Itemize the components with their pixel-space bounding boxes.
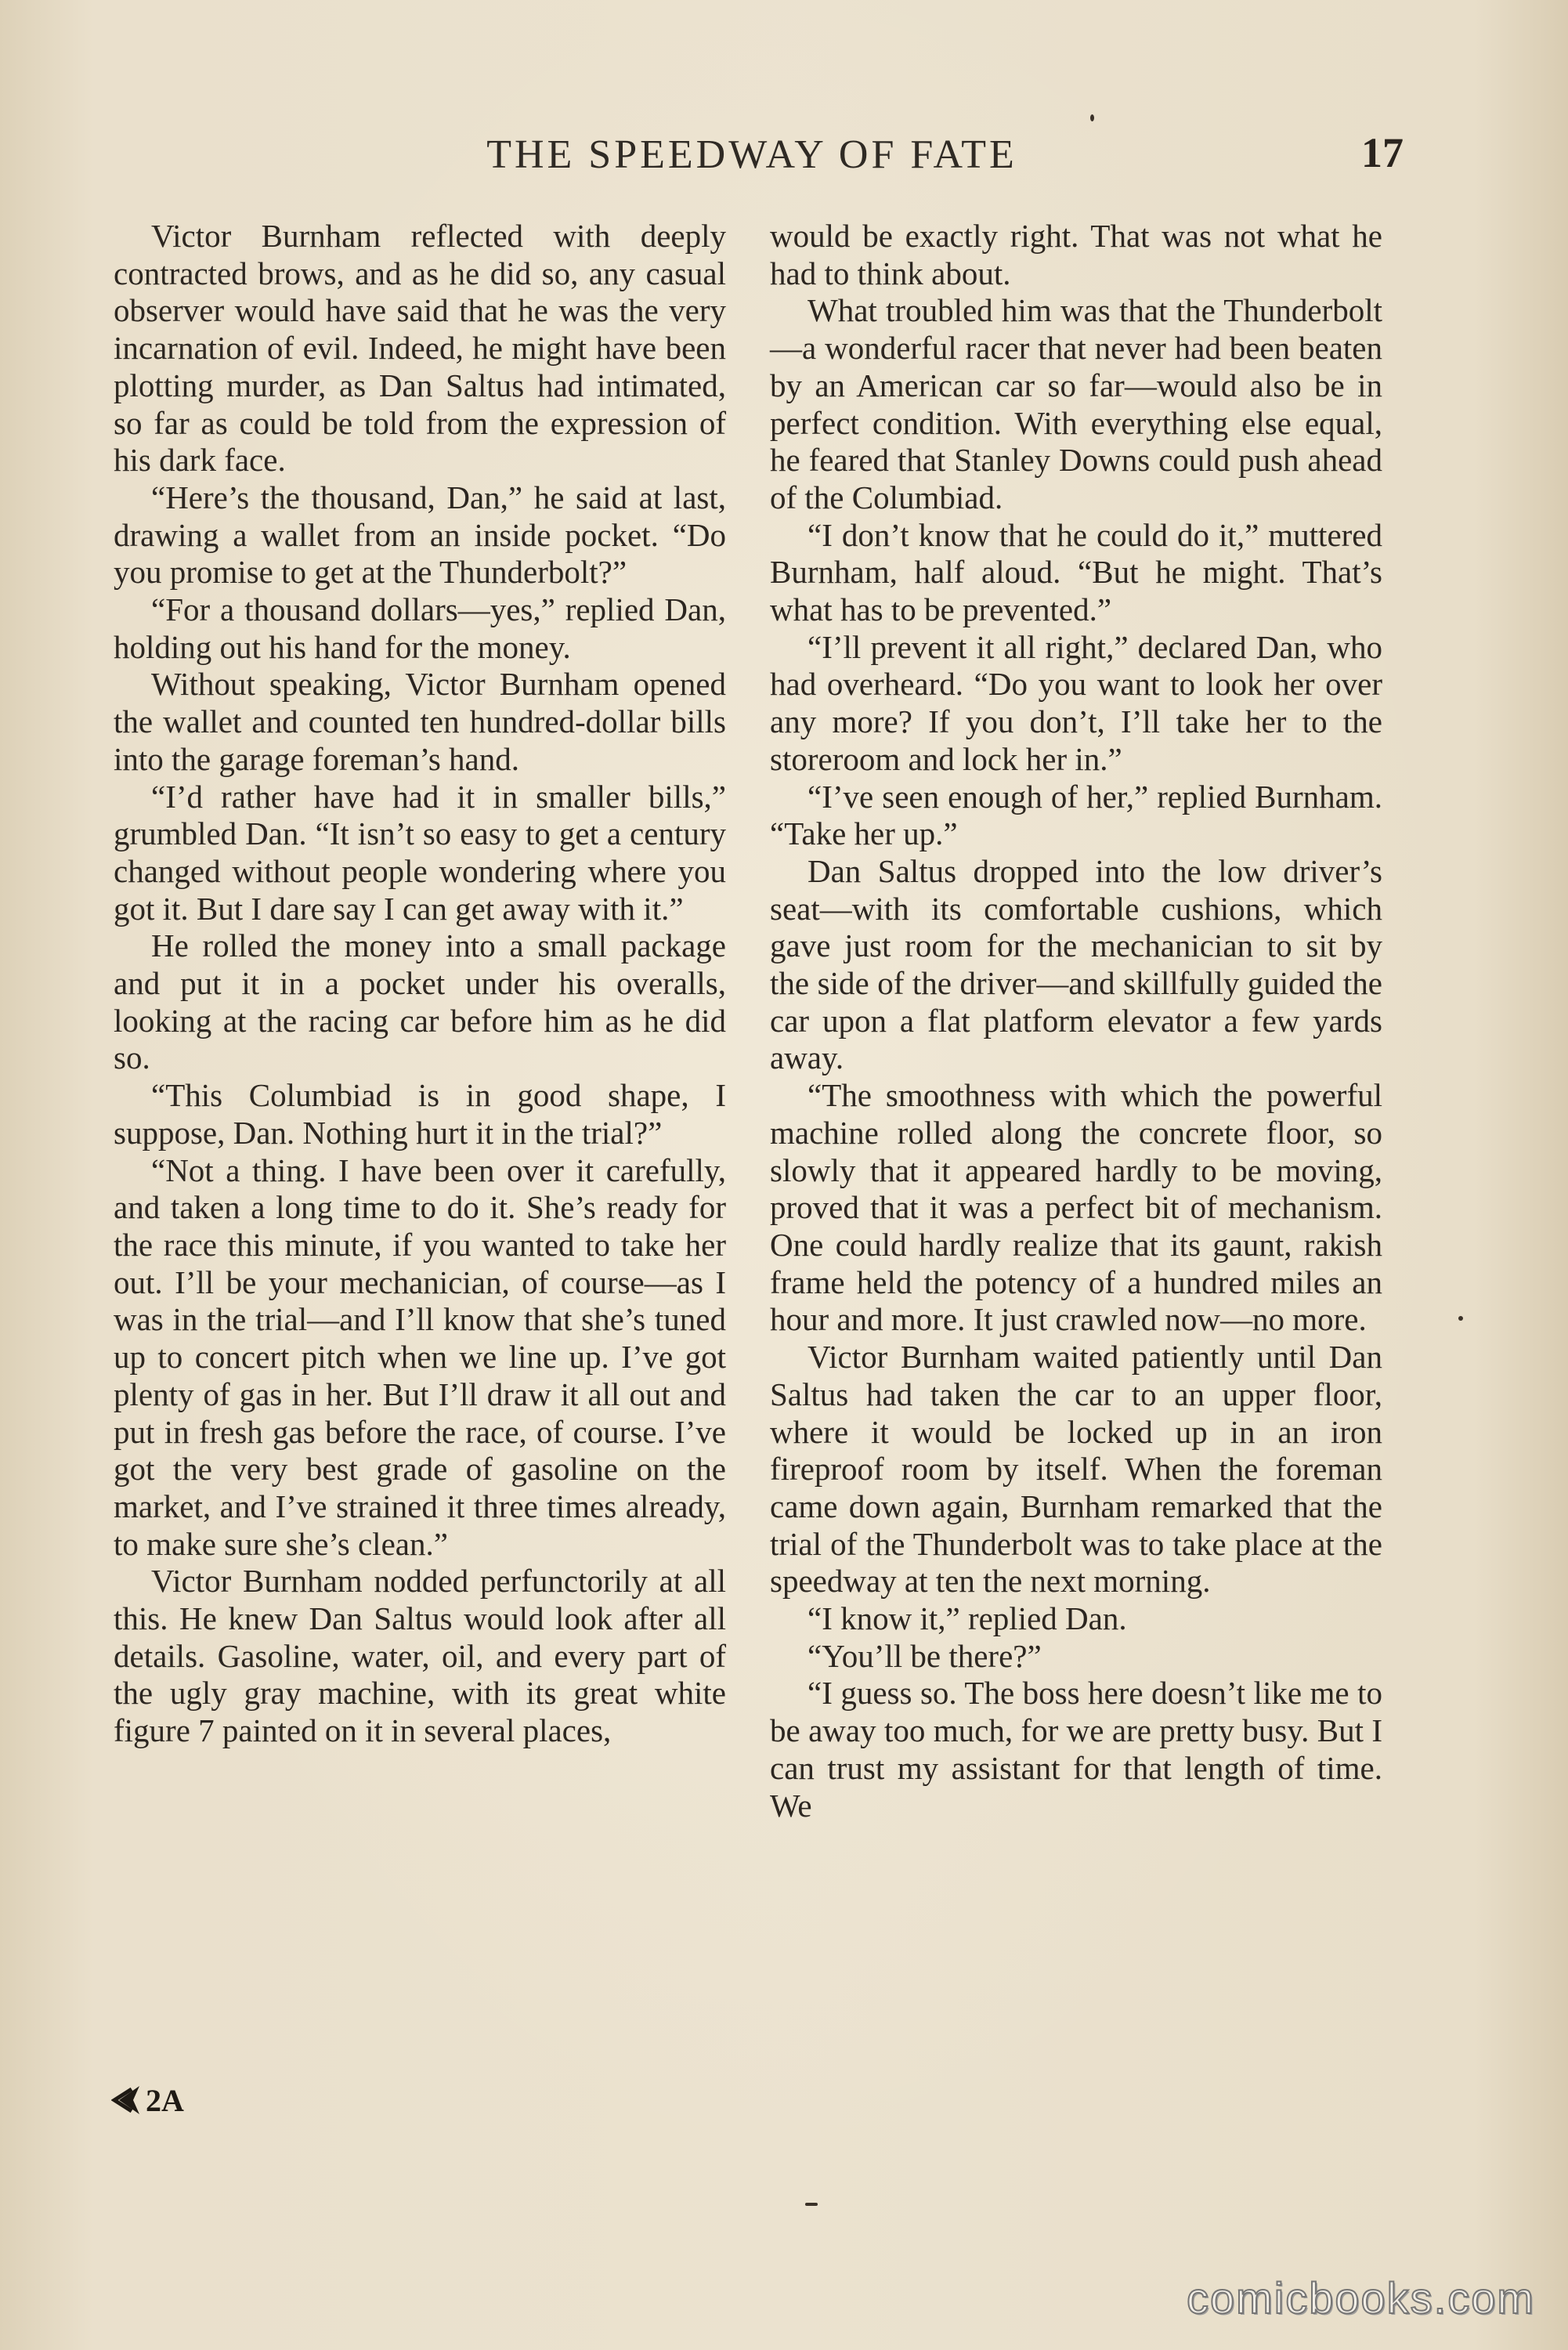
paper-speck (805, 2203, 818, 2206)
running-title: THE SPEEDWAY OF FATE (486, 132, 1017, 177)
paragraph: Dan Saltus dropped into the low driver’s seat—with its comfortable cushions, which gave just room for the mechanician to sit by the side of the driver—and skillfully guided the car upon a flat platform elevator a few yards away. (770, 852, 1382, 1076)
paragraph: “I don’t know that he could do it,” muttered Burnham, half aloud. “But he might. That’s what has to be prevented.” (770, 516, 1382, 628)
paragraph: “This Columbiad is in good shape, I suppose, Dan. Nothing hurt it in the trial?” (114, 1077, 726, 1151)
paragraph: “I know it,” replied Dan. (807, 1600, 1127, 1637)
watermark: comicbooks.com (1186, 2273, 1535, 2323)
signature-mark (111, 2080, 184, 2120)
paragraph: He rolled the money into a small package and put it in a pocket under his overalls, looking at the racing car before him as he did so. (114, 927, 726, 1076)
paper-speck (1090, 114, 1094, 121)
paragraph: Without speaking, Victor Burnham opened the wallet and counted ten hundred-dollar bills into the garage foreman’s hand. (114, 666, 726, 777)
paper-speck (1458, 1316, 1463, 1321)
page-header (110, 129, 1404, 194)
paragraph: “You’ll be there?” (807, 1637, 1042, 1674)
paragraph: “Not a thing. I have been over it carefully, and taken a long time to do it. She’s ready for the race this minute, if you wanted to take her out. I’ll be your mechanician, of course—as I was in the trial—and I’ll know that she’s tuned up to concert pitch when we line up. I’ve got plenty of gas in her. But I’ll draw it all out and put in fresh gas before the race, of course. I’ve got the very best grade of gasoline on the market, and I’ve strained it three times already, to make sure she’s clean.” (114, 1152, 726, 1562)
paragraph: “Here’s the thousand, Dan,” he said at last, drawing a wallet from an inside pocket. “Do you promise to get at the Thunderbolt?” (114, 479, 726, 591)
paragraph: “I’ve seen enough of her,” replied Burnham. “Take her up.” (770, 778, 1382, 852)
paragraph: “For a thousand dollars—yes,” replied Dan, holding out his hand for the money. (114, 591, 726, 665)
paragraph: “I’ll prevent it all right,” declared Dan, who had overheard. “Do you want to look her over any more? If you don’t, I’ll take her to the storeroom and lock her in.” (770, 628, 1382, 777)
paragraph: What troubled him was that the Thunderbolt—a wonderful racer that never had been beaten by an American car so far—would also be in perfect condition. With everything else equal, he feared that Stanley Downs could push ahead of the Columbiad. (770, 292, 1382, 515)
continued-paragraph: would be exactly right. That was not what he had to think about. (770, 218, 1382, 291)
paragraph: Victor Burnham nodded perfunctorily at all this. He knew Dan Saltus would look after all details. Gasoline, water, oil, and every part of the ugly gray machine, with its great white figure 7 painted on it in several places, (114, 1563, 726, 1749)
left-column (114, 218, 726, 1750)
paragraph: Victor Burnham waited patiently until Dan Saltus had taken the car to an upper floor, where it would be locked up in an iron fireproof room by itself. When the foreman came down again, Burnham remarked that the trial of the Thunderbolt was to take place at the speedway at ten the next morning. (770, 1339, 1382, 1600)
paragraph: “I guess so. The boss here doesn’t like me to be away too much, for we are pretty busy. But I can trust my assistant for that length of time. We (770, 1675, 1382, 1824)
chevron-left-icon (111, 2083, 143, 2117)
paragraph: Victor Burnham reflected with deeply contracted brows, and as he did so, any casual observer would have said that he was the very incarnation of evil. Indeed, he might have been plotting murder, as Dan Saltus had intimated, so far as could be told from the expression of his dark face. (114, 218, 726, 479)
page-number: 17 (1361, 129, 1404, 176)
paragraph: “The smoothness with which the powerful machine rolled along the concrete floor, so slowly that it appeared hardly to be moving, proved that it was a perfect bit of mechanism. One could hardly realize that its gaunt, rakish frame held the potency of a hundred miles an hour and more. It just crawled now—no more. (770, 1077, 1382, 1338)
right-column (770, 218, 1382, 1824)
signature-label: 2A (146, 2082, 184, 2118)
paragraph: “I’d rather have had it in smaller bills,” grumbled Dan. “It isn’t so easy to get a century changed without people wondering where you got it. But I dare say I can get away with it.” (114, 778, 726, 927)
